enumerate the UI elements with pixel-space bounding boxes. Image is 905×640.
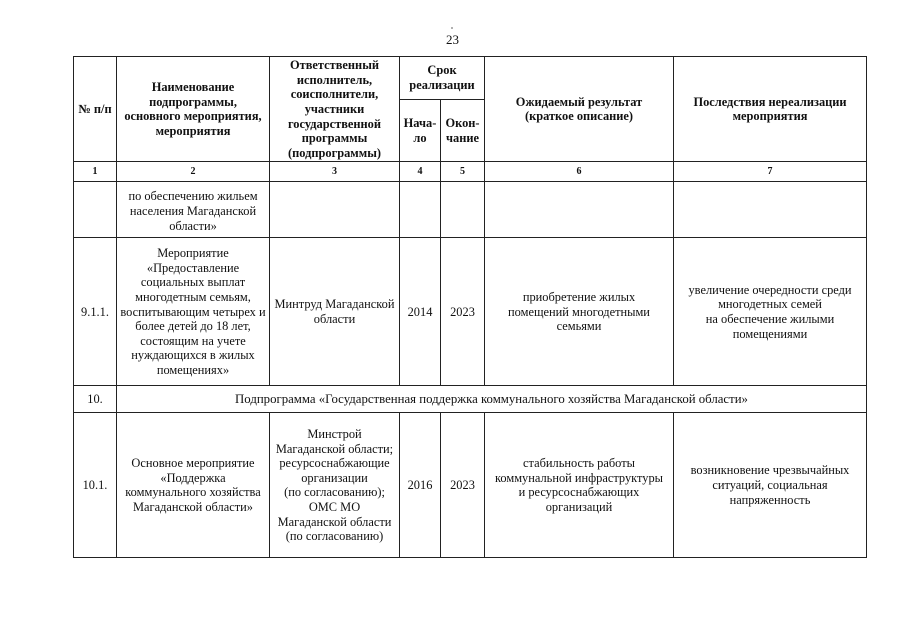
- cell-executor: Минтруд Магаданской области: [270, 238, 400, 386]
- header-row-top: [74, 57, 867, 100]
- cell-num: 10.: [74, 386, 117, 413]
- header-executor: Ответственный исполнитель, соисполнители, участники государственной программы (подпрограммы): [270, 57, 400, 162]
- cell-result: приобретение жилых помещений многодетными семьями: [485, 238, 674, 386]
- header-end: Окон- чание: [441, 100, 485, 162]
- cell-result: стабильность работы коммунальной инфраструктуры и ресурсоснабжающих организаций: [485, 413, 674, 558]
- cell-start: [400, 182, 441, 238]
- col-index-2: 2: [117, 162, 270, 182]
- col-index-3: 3: [270, 162, 400, 182]
- cell-name: Мероприятие «Предоставление социальных выплат многодетным семьям, воспитывающим четырех и более детей до 18 лет, состоящим на учете нуждающихся в жилых помещениях»: [117, 238, 270, 386]
- subprogram-title: Подпрограмма «Государственная поддержка коммунального хозяйства Магаданской области»: [117, 386, 867, 413]
- cell-start: 2014: [400, 238, 441, 386]
- header-name: Наименование подпрограммы, основного мероприятия, мероприятия: [117, 57, 270, 162]
- page-number: 23: [446, 32, 459, 47]
- header-start: Нача- ло: [400, 100, 441, 162]
- table-row-subprogram-10: [74, 386, 867, 413]
- cell-name: по обеспечению жильем населения Магаданской области»: [117, 182, 270, 238]
- cell-num: [74, 182, 117, 238]
- cell-result: [485, 182, 674, 238]
- scan-artifact: [451, 27, 453, 29]
- col-index-4: 4: [400, 162, 441, 182]
- col-index-1: 1: [74, 162, 117, 182]
- column-index-row: [74, 162, 867, 182]
- col-index-6: 6: [485, 162, 674, 182]
- cell-end: 2023: [441, 413, 485, 558]
- program-table: [73, 56, 867, 558]
- cell-start: 2016: [400, 413, 441, 558]
- cell-consequences: [674, 182, 867, 238]
- header-term: Срок реализации: [400, 57, 485, 100]
- table-row-10-1: [74, 413, 867, 558]
- cell-consequences: увеличение очередности среди многодетных семей на обеспечение жилыми помещениями: [674, 238, 867, 386]
- col-index-7: 7: [674, 162, 867, 182]
- header-consequences: Последствия нереализации мероприятия: [674, 57, 867, 162]
- header-num: № п/п: [74, 57, 117, 162]
- cell-name: Основное мероприятие «Поддержка коммунального хозяйства Магаданской области»: [117, 413, 270, 558]
- cell-end: 2023: [441, 238, 485, 386]
- cell-executor: Минстрой Магаданской области; ресурсоснабжающие организации (по согласованию); ОМС МО Магаданской области (по согласованию): [270, 413, 400, 558]
- col-index-5: 5: [441, 162, 485, 182]
- cell-num: 10.1.: [74, 413, 117, 558]
- header-result: Ожидаемый результат (краткое описание): [485, 57, 674, 162]
- table-row-continuation: [74, 182, 867, 238]
- cell-end: [441, 182, 485, 238]
- cell-executor: [270, 182, 400, 238]
- table-row-9-1-1: [74, 238, 867, 386]
- cell-num: 9.1.1.: [74, 238, 117, 386]
- cell-consequences: возникновение чрезвычайных ситуаций, социальная напряженность: [674, 413, 867, 558]
